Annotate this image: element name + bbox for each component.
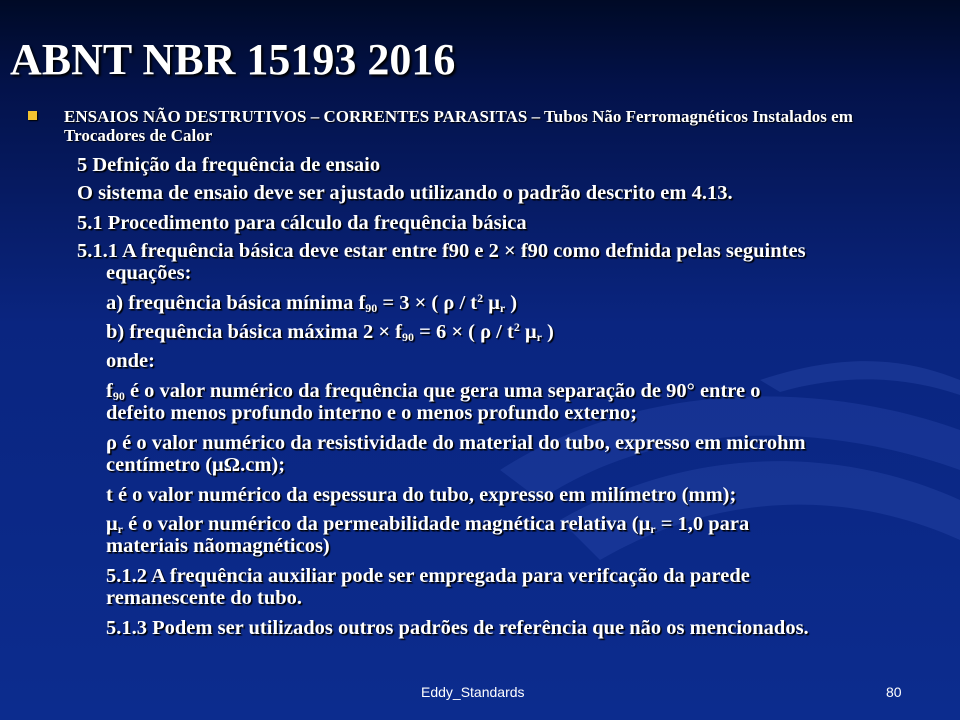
footer-text: Eddy_Standards xyxy=(421,684,525,700)
section-5-1-heading: 5.1 Procedimento para cálculo da frequência básica xyxy=(77,212,527,234)
f90-definition-line2: defeito menos profundo interno e o menos profundo externo; xyxy=(106,402,638,424)
section-5-1-3: 5.1.3 Podem ser utilizados outros padrões de referência que não os mencionados. xyxy=(106,617,809,639)
section-5-heading: 5 Defnição da frequência de ensaio xyxy=(77,154,381,176)
rho-definition-line1: ρ é o valor numérico da resistividade do material do tubo, expresso em microhm xyxy=(106,432,806,454)
square-bullet-icon xyxy=(28,111,37,120)
mu-definition-line1: $\mu_r$ é o valor numérico da permeabilidade magnética relativa ($\mu_r = 1,0$ para xyxy=(106,513,750,536)
section-5-1-2-line2: remanescente do tubo. xyxy=(106,587,303,609)
mu-definition-line2: materiais nãomagnéticos) xyxy=(106,535,330,557)
onde-label: onde: xyxy=(106,350,155,372)
bullet-text: ENSAIOS NÃO DESTRUTIVOS – CORRENTES PARASITAS – Tubos Não Ferromagnéticos Instalados em Trocadores de Calor xyxy=(64,107,853,145)
t-definition: t é o valor numérico da espessura do tubo, expresso em milímetro (mm); xyxy=(106,484,737,506)
section-5-1-2-line1: 5.1.2 A frequência auxiliar pode ser empregada para verifcação da parede xyxy=(106,565,750,587)
section-5-1-1-line2: equações: xyxy=(106,262,192,284)
system-adjust-text: O sistema de ensaio deve ser ajustado utilizando o padrão descrito em 4.13. xyxy=(77,182,733,204)
page-number: 80 xyxy=(886,684,902,700)
rho-definition-line2: centímetro (μΩ.cm); xyxy=(106,454,286,476)
section-5-1-1-line1: 5.1.1 A frequência básica deve estar entre f90 e 2 × f90 como defnida pelas seguintes xyxy=(77,240,806,262)
equation-b: b) frequência básica máxima $2 \times f_{90} = 6$ × ( ρ / $t^2$ $\mu_r$ ) xyxy=(106,320,554,344)
equation-a: a) frequência básica mínima $f_{90} = 3$ × ( ρ / $t^2$ $\mu_r$ ) xyxy=(106,291,518,315)
f90-definition-line1: $f_{90}$ é o valor numérico da frequência que gera uma separação de 90° entre o xyxy=(106,380,761,403)
slide-title: ABNT NBR 15193 2016 xyxy=(10,35,456,84)
